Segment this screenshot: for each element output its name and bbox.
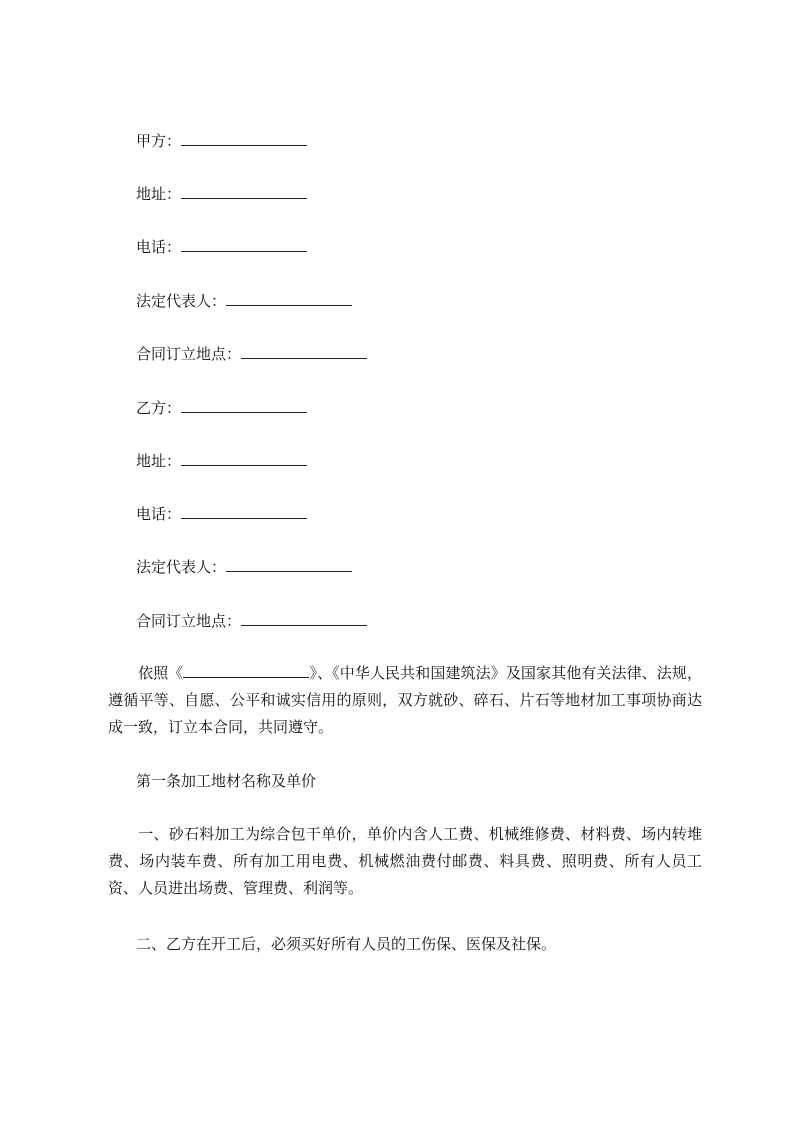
party-a-name-label: 甲方：: [136, 132, 182, 150]
article-1-item-1-text: 一、砂石料加工为综合包干单价，单价内含人工费、机械维修费、材料费、场内转堆费、场内装车费、所有加工用电费、机械燃油费付邮费、料具费、照明费、所有人员工资、人员进出场费、管理费、利润等。: [108, 825, 702, 897]
party-b-rep-field: [136, 557, 352, 577]
party-a-address-label: 地址：: [136, 185, 182, 203]
preamble-suffix: 》、《中华人民共和国建筑法》及国家其他有关法律、法规，遵循平等、自愿、公平和诚实信用的原则，双方就砂、碎石、片石等地材加工事项协商达成一致，订立本合同，共同遵守。: [108, 664, 702, 736]
party-a-place-blank[interactable]: [241, 344, 367, 359]
party-b-rep-blank[interactable]: [226, 557, 352, 572]
party-a-phone-label: 电话：: [136, 238, 182, 256]
party-b-rep-label: 法定代表人：: [136, 558, 227, 576]
party-b-phone-blank[interactable]: [181, 504, 307, 519]
party-a-rep-blank[interactable]: [226, 291, 352, 306]
party-b-address-blank[interactable]: [181, 451, 307, 466]
party-b-place-label: 合同订立地点：: [136, 612, 242, 630]
party-b-name-field: [136, 398, 307, 418]
party-b-phone-field: [136, 504, 307, 524]
party-a-rep-label: 法定代表人：: [136, 292, 227, 310]
party-b-place-blank[interactable]: [241, 611, 367, 626]
party-a-place-field: [136, 344, 367, 364]
party-b-address-field: [136, 451, 307, 471]
article-1-title: 第一条加工地材名称及单价: [136, 772, 317, 790]
law-name-blank[interactable]: [183, 663, 309, 678]
party-b-name-blank[interactable]: [181, 398, 307, 413]
party-a-address-blank[interactable]: [181, 184, 307, 199]
party-b-name-label: 乙方：: [136, 399, 182, 417]
party-a-place-label: 合同订立地点：: [136, 345, 242, 363]
party-a-name-field: [136, 131, 307, 151]
party-a-phone-blank[interactable]: [181, 237, 307, 252]
party-b-phone-label: 电话：: [136, 505, 182, 523]
party-a-phone-field: [136, 237, 307, 257]
preamble-prefix: 依照《: [138, 664, 184, 682]
article-1-item-1: [108, 821, 702, 902]
party-b-place-field: [136, 611, 367, 631]
party-a-name-blank[interactable]: [181, 131, 307, 146]
party-a-address-field: [136, 184, 307, 204]
article-1-item-2: 二、乙方在开工后，必须买好所有人员的工伤保、医保及社保。: [136, 935, 557, 953]
party-a-rep-field: [136, 291, 352, 311]
preamble-paragraph: [108, 660, 702, 741]
party-b-address-label: 地址：: [136, 452, 182, 470]
